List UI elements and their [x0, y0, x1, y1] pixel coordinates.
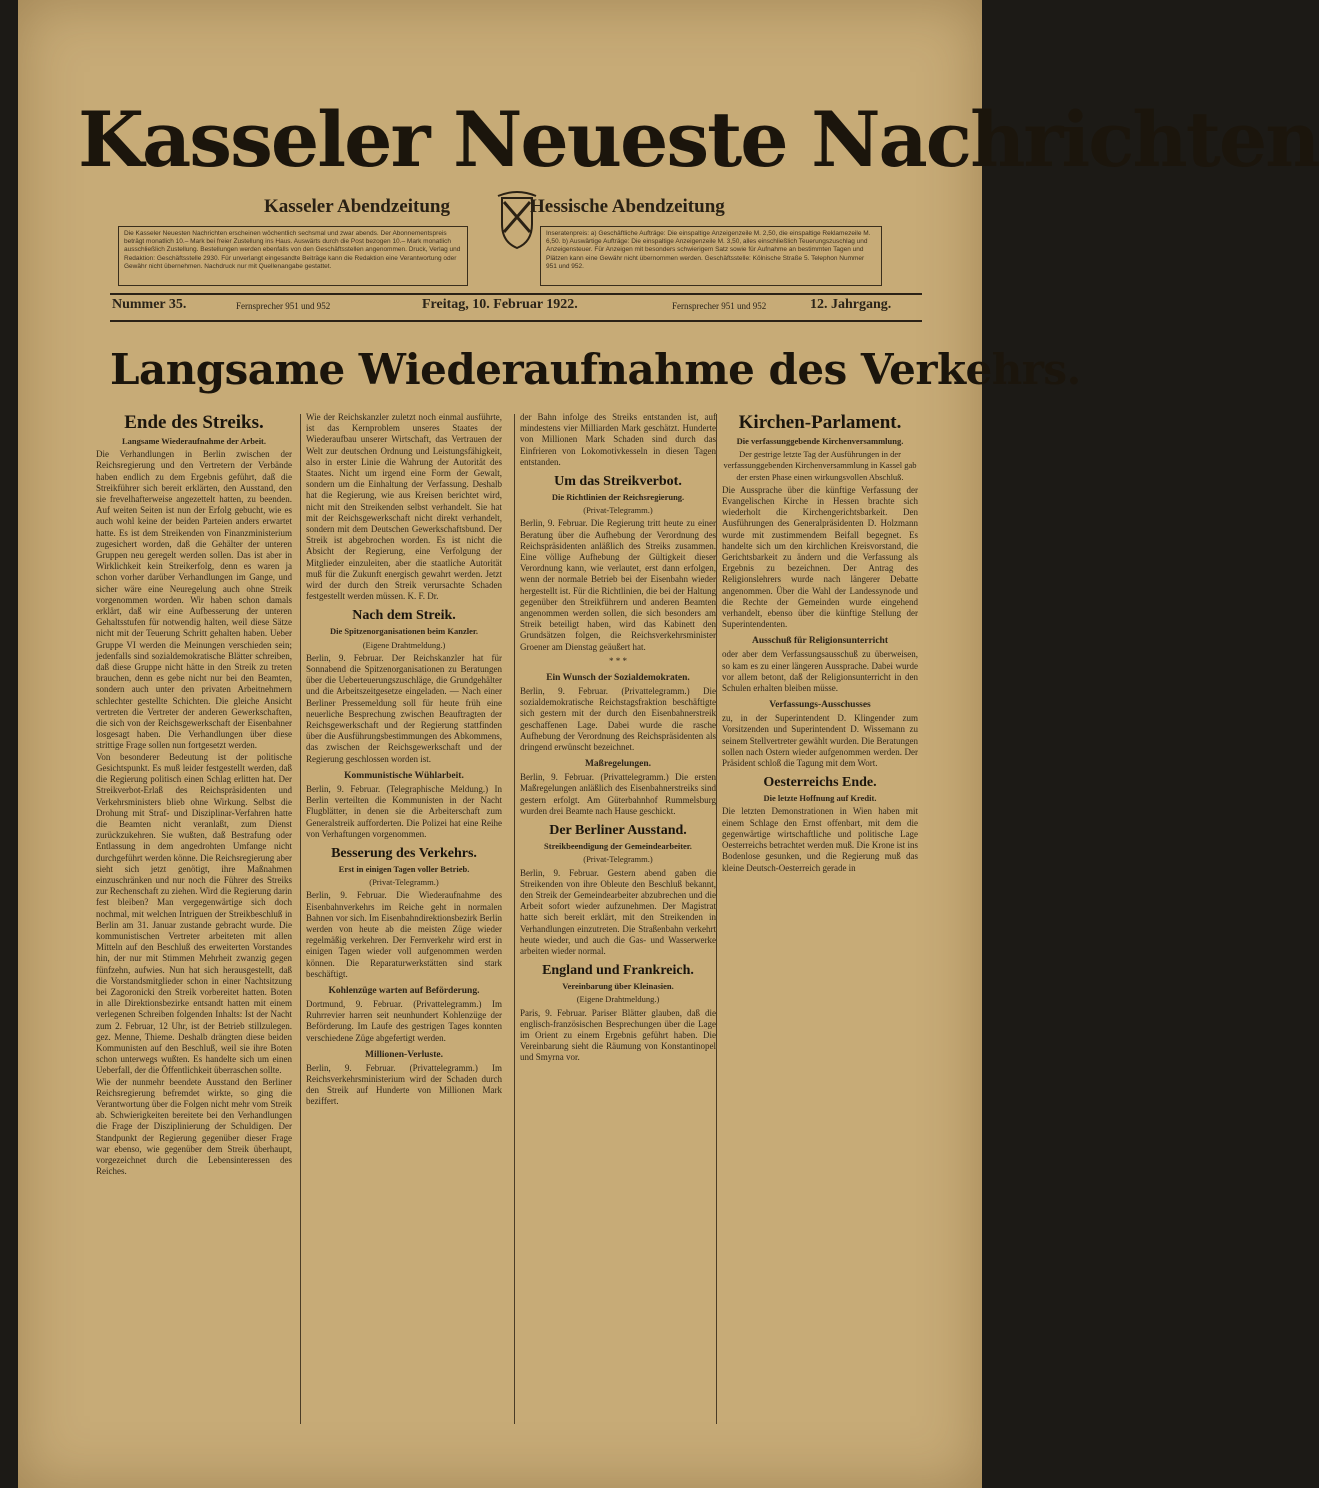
article-kicker: Langsame Wiederaufnahme der Arbeit. — [121, 436, 267, 446]
divider — [110, 293, 922, 295]
article-paragraph: Die letzten Demonstrationen in Wien haben mit einem Schlage den Ernst offenbart, mit dem die gegenwärtige wirtschaftliche und politische Lage Oesterreichs betrachtet werden muß. Die Krone ist ins Bodenlose gesunken, und die Regierung muß das kleine Deutsch-Oesterreich gerade in — [722, 806, 918, 873]
article-heading: Um das Streikverbot. — [554, 474, 682, 490]
article-kicker: Streikbeendigung der Gemeindearbeiter. — [544, 841, 692, 852]
article-kicker: Die letzte Hoffnung auf Kredit. — [763, 793, 877, 804]
masthead-subtitle-right: Hessische Abendzeitung — [530, 196, 725, 217]
article-kicker: Die verfassunggebende Kirchenversammlung. — [736, 436, 904, 446]
article-kicker: Die Spitzenorganisationen beim Kanzler. — [330, 626, 478, 637]
article-heading: Nach dem Streik. — [352, 608, 456, 624]
advertising-info-box: Inseratenpreis: a) Geschäftliche Aufträge: Die einspaltige Anzeigenzeile M. 2,50, die einspaltige Reklamezeile M. 6,50. b) Auswärtige Aufträge: Die einspaltige Anzeigenzeile M. 3,50, alles einschließlich Teuerungszuschlag und Anzeigensteuer. Für Anzeigen mit besonders schwierigem Satz sowie für Aufnahme an bestimmten Tagen und Plätzen kann eine Gewähr nicht übernommen werden. Geschäftsstelle: Kölnische Straße 5. Telephon Nummer 951 und 952. — [540, 226, 882, 286]
article-paragraph: Wie der nunmehr beendete Ausstand den Berliner Reichsregierung befremdet wirkte, so ging die Verantwortung über die Folgen nicht mehr vom Streik ab. Schwierigkeiten bereitete bei den Verhandlungen die Frage der Disziplinierung der Schuldigen. Der Standpunkt der Regierung gegenüber dieser Frage war ebenso, wie gegenüber dem Streik überhaupt, vorgezeichnet durch die Lebensinteressen des Reiches. — [96, 1076, 292, 1177]
article-subheading: Ein Wunsch der Sozialdemokraten. — [546, 673, 690, 684]
article-paragraph: Von besonderer Bedeutung ist der politische Gesichtspunkt. Es muß leider festgestellt werden, daß die Regierung politisch einen Schlag erlitten hat. Der Streikverbot-Erlaß des Reichspräsidenten und Verkehrsministers blieb ohne Wirkung. Selbst die Drohung mit Straf- und Disziplinar-Verfahren hatte die Beamten nicht veranlaßt, zum Dienst zurückzukehren. Sie wußten, daß Bestrafung oder Entlassung in dem angedrohten Umfange nicht durchgeführt werden könne. Die Reichsregierung aber sieht sich jetzt genötigt, ihre Maßnahmen einzuschränken und nur noch die Führer des Streiks zur Rechenschaft zu ziehen. Wird die Regierung darin fest bleiben? Man vergegenwärtige sich doch nochmal, mit welchen Intriguen der Streikbeschluß in Berlin am 31. Januar zustande gebracht wurde. Die kommunistischen Vertreter arbeiteten mit allen Mitteln auf den Beschluß des erweiterten Vorstandes hin, der nur mit Stimmen Mehrheit zwanzig gegen fünfzehn, aufwies. Nun hat sich herausgestellt, daß die Vorstandsmitglieder schon in einer Nachtsitzung bei Zagoronicki den Streik vorbereitet hatten. Boten in alle Direktionsbezirke entsandt hatten mit einem verlegenen Schreiben folgenden Inhalts: Ist der Nacht zum 2. Februar, 12 Uhr, ist der Betrieb stillzulegen. gez. Menne, Thieme. Deshalb drängten diese beiden Kommunisten auf den Beschluß, weil sie ihre Boten schon unterwegs wußten. Es handelte sich um einen Ueberfall, der die Öffentlichkeit überraschen sollte. — [96, 751, 292, 1076]
article-paragraph: Berlin, 9. Februar. Die Regierung tritt heute zu einer Beratung über die Aufhebung der Verordnung des Reichspräsidenten anläßlich des Streiks zusammen. Eine völlige Aufhebung der Gültigkeit dieser Verordnung kann, wie verlautet, erst dann erfolgen, wenn der normale Betrieb bei der Eisenbahn wieder hergestellt ist. Für die Richtlinien, die bei der Haltung gegenüber den Streikführern und anderen Beamten angenommen werden sollen, die sich besonders am Streik beteiligt haben, wird das Kabinett den Grundsätzen folgen, die Reichsverkehrsminister Groener am Dienstag geäußert hat. — [520, 518, 716, 652]
article-source: (Privat-Telegramm.) — [583, 505, 653, 516]
article-source: (Eigene Drahtmeldung.) — [362, 639, 446, 650]
article-paragraph: Berlin, 9. Februar. (Privattelegramm.) Die ersten Maßregelungen anläßlich des Eisenbahnerstreiks sind gestern erfolgt. Am Güterbahnhof Rummelsburg wurden drei Beamte nach Hause geschickt. — [520, 772, 716, 816]
subscription-info-box: Die Kasseler Neuesten Nachrichten erscheinen wöchentlich sechsmal und zwar abends. Der Abonnementspreis beträgt monatlich 10.– Mark bei freier Zustellung ins Haus. Auswärts durch die Post bezogen 10.– Mark monatlich ausschließlich Zustellung. Bestellungen werden ebenfalls von den Geschäftsstellen angenommen. Druck, Verlag und Redaktion: Geschäftsstelle 2930. Für unverlangt eingesandte Beiträge kann die Redaktion eine Verantwortung oder Gewähr nicht übernehmen. Nachdruck nur mit Quellenangabe gestattet. — [118, 226, 468, 286]
column-2 — [306, 412, 502, 1432]
article-paragraph: Die Aussprache über die künftige Verfassung der Evangelischen Kirche in Hessen brachte sich wiederholt die Kirchengerichtsbarkeit. Den Ausführungen des Generalpräsidenten D. Holzmann wurde mit zustimmendem Beifall begegnet. Es handelte sich um den kirchlichen Kreisvorstand, die Gerichtsbarkeit zu ändern und die Verfassung als Ergebnis zu bezeichnen. Der Antrag des Religionslehrers wurde nach längerer Debatte angenommen. Über die Wahl der Landessynode und die Rechte der Gemeinden wurde eingehend verhandelt, ebenso über die künftige Stellung der Superintendenten. — [722, 484, 918, 630]
issue-date: Freitag, 10. Februar 1922. — [422, 297, 578, 312]
phone-right: Fernsprecher 951 und 952 — [672, 301, 767, 311]
article-subheading: Millionen-Verluste. — [364, 1049, 444, 1060]
article-heading: Besserung des Verkehrs. — [331, 845, 477, 861]
newspaper-page — [18, 0, 1319, 1488]
article-paragraph: Berlin, 9. Februar. Der Reichskanzler hat für Sonnabend die Spitzenorganisationen zu Beratungen über die Ueberteuerungszuschläge, die Grundgehälter und die Arbeitszeitgesetze eingeladen. — Nach einer Berliner Pressemeldung soll für heute früh eine neuerliche Besprechung zwischen Beauftragten der Reichsgewerkschaft und der Regierung stattfinden über die Ausführungsbestimmungen des Abkommens, das zwischen der Reichsgewerkschaft und der Regierung geschlossen worden ist. — [306, 652, 502, 764]
column-4 — [722, 412, 918, 1432]
article-paragraph: Berlin, 9. Februar. (Telegraphische Meldung.) In Berlin verteilten die Kommunisten in der Nacht Flugblätter, in denen sie die Arbeiterschaft zum Generalstreik aufforderten. Die Polizei hat eine Reihe von Verhaftungen vorgenommen. — [306, 783, 502, 839]
main-headline: Langsame Wiederaufnahme des Verkehrs. — [110, 345, 1081, 394]
column-3 — [520, 412, 716, 1432]
article-subheading: Ausschuß für Religionsunterricht — [751, 636, 888, 647]
article-heading: Kirchen-Parlament. — [738, 412, 902, 433]
article-paragraph: Berlin, 9. Februar. (Privattelegramm.) Im Reichsverkehrsministerium wird der Schaden durch den Streik auf Hunderte von Millionen Mark beziffert. — [306, 1062, 502, 1107]
column-rule — [300, 414, 301, 1424]
article-heading: Ende des Streiks. — [124, 412, 264, 433]
article-heading: England und Frankreich. — [542, 963, 694, 979]
article-source: (Privat-Telegramm.) — [583, 854, 653, 865]
article-kicker: Erst in einigen Tagen voller Betrieb. — [338, 863, 470, 874]
article-source: (Privat-Telegramm.) — [369, 877, 439, 888]
column-rule — [514, 414, 515, 1424]
article-paragraph: Berlin, 9. Februar. (Privattelegramm.) Die sozialdemokratische Reichstagsfraktion beschäftigte sich gestern mit der durch den Eisenbahnerstreik geschaffenen Lage. Dabei wurde die rasche Aufhebung der Verordnung des Reichspräsidenten als dringend erwünscht bezeichnet. — [520, 686, 716, 753]
article-paragraph: Berlin, 9. Februar. Die Wiederaufnahme des Eisenbahnverkehrs im Reiche geht in normalen Bahnen vor sich. Im Eisenbahndirektionsbezirk Berlin werden von heute ab die meisten Züge wieder regelmäßig verkehren. Der Fernverkehr wird erst in einigen Tagen wieder voll aufgenommen werden können. Die Reparaturwerkstätten sind stark beschäftigt. — [306, 890, 502, 979]
article-paragraph: Berlin, 9. Februar. Gestern abend gaben die Streikenden von ihre Obleute den Beschluß bekannt, den Streik der Gemeindearbeiter abzubrechen und die Arbeit sofort wieder aufzunehmen. Der Magistrat hatte sich bereit erklärt, mit den Streikenden in Verhandlungen einzutreten. Die Straßenbahn verkehrt heute wieder, und auch die Gas- und Wasserwerke arbeiten wieder normal. — [520, 867, 716, 956]
article-source: (Eigene Drahtmeldung.) — [576, 994, 660, 1005]
article-subheading: Kohlenzüge warten auf Beförderung. — [328, 985, 480, 996]
divider — [110, 320, 922, 322]
article-paragraph: zu, in der Superintendent D. Klingender zum Vorsitzenden und Superintendent D. Wissemann zu seinem Stellvertreter gewählt wurden. Die Beratungen sollen nach Ostern wieder aufgenommen werden. Der Präsident schloß die Tagung mit dem Wort. — [722, 713, 918, 769]
section-separator: * * * — [609, 655, 627, 666]
article-paragraph: Wie der Reichskanzler zuletzt noch einmal ausführte, ist das Kernproblem unseres Staates der Wiederaufbau unserer Wirtschaft, das Vertrauen der Welt zur deutschen Ordnung und Leistungsfähigkeit, also in erster Linie die Wahrung der Autorität des Staates. Nicht um irgend eine Form der Gewalt, sondern um die Einhaltung der Verfassung. Deshalb hat die Regierung, wie aus Kreisen berichtet wird, nicht mit den Streikenden selbst verhandelt. Sie hat mit der Reichsgewerkschaft nicht direkt verhandelt, sondern mit dem Deutschen Gewerkschaftsbund. Der Streik ist abgebrochen worden. Es ist nicht die Absicht der Regierung, eine Verfolgung der Mitglieder einzuleiten, aber die staatliche Autorität muß für die Zukunft energisch gewahrt werden. Jetzt wird der durch den Streik verursachte Schaden festgestellt werden müssen. K. F. Dr. — [306, 412, 502, 602]
article-subheading: Kommunistische Wühlarbeit. — [344, 770, 464, 781]
article-source: Der gestrige letzte Tag der Ausführungen in der verfassunggebenden Kirchenversammlung in Kassel gab der ersten Phase einen wirkungsvollen Abschluß. — [723, 449, 917, 482]
article-paragraph: Paris, 9. Februar. Pariser Blätter glauben, daß die englisch-französischen Besprechungen über die Lage im Orient zu einem Ergebnis geführt haben. Die Vereinbarung sieht die Räumung von Konstantinopel und Smyrna vor. — [520, 1007, 716, 1063]
issue-number: Nummer 35. — [112, 297, 187, 312]
article-subheading: Maßregelungen. — [584, 759, 652, 770]
article-heading: Oesterreichs Ende. — [763, 775, 877, 791]
issue-year: 12. Jahrgang. — [810, 297, 892, 312]
article-paragraph: Die Verhandlungen in Berlin zwischen der Reichsregierung und den Vertretern der Verbände haben endlich zu dem Ergebnis geführt, daß die Streikführer sich bereit erklärten, den Ausstand, den sie frevelhafterweise angezettelt hatten, zu beenden. Auf weiten Seiten ist nun der Erfolg gebucht, wie es auch wohl keine der beiden Parteien anders erwartet hatte. Es ist dem Streikenden von Finanzministerium zugesichert worden, daß die Gehälter der unteren Gruppen neu geregelt werden sollen. Das ist aber in Wirklichkeit kein Streikerfolg, denn es waren ja schon vorher darüber Verhandlungen im Gange, und sicher wäre eine Neuregelung auch ohne Streik vorgenommen worden. Wir haben schon damals erklärt, daß wir eine Aufbesserung der unteren Gehaltsstufen für notwendig halten, weil diese Sätze nicht mit der Teuerung Schritt gehalten haben. Ueber Gruppe VI werden die Meinungen verschieden sein; jedenfalls sind sozialdemokratische Blätter schreiben, daß diese Gruppe nicht hätte in den Streik zu treten brauchen, denn es gebe nicht nur bei den Beamten, sondern auch unter den privaten Arbeitnehmern schlechter gestellte Schichten. Die gleiche Ansicht vertreten die Vertreter der anderen Gewerkschaften, die sich von der Reichsgewerkschaft der Eisenbahner losgesagt haben. Die Verhandlungen über diese strittige Frage sollen nun fortgesetzt werden. — [96, 449, 292, 751]
article-paragraph: der Bahn infolge des Streiks entstanden ist, auf mindestens vier Milliarden Mark geschätzt. Hunderte von Millionen Mark Schaden sind durch das Einfrieren von Lokomotivkesseln in diesen Tagen entstanden. — [520, 412, 716, 467]
article-heading: Der Berliner Ausstand. — [549, 823, 687, 839]
article-subheading: Verfassungs-Ausschusses — [769, 700, 871, 711]
phone-left: Fernsprecher 951 und 952 — [236, 301, 331, 311]
issue-bar — [110, 297, 922, 319]
article-paragraph: Dortmund, 9. Februar. (Privattelegramm.) Im Ruhrrevier harren seit neunhundert Kohlenzüge der Beförderung. Im Laufe des gestrigen Tages konnten verschiedene Züge abgefertigt werden. — [306, 998, 502, 1043]
masthead-title: Kasseler Neueste Nachrichten — [78, 95, 1319, 184]
column-1 — [96, 412, 292, 1432]
article-kicker: Die Richtlinien der Reichsregierung. — [551, 492, 685, 503]
article-kicker: Vereinbarung über Kleinasien. — [562, 981, 674, 992]
masthead-subtitle-left: Kasseler Abendzeitung — [264, 196, 450, 217]
column-rule — [716, 414, 717, 1424]
article-paragraph: oder aber dem Verfassungsausschuß zu überweisen, so kam es zu einer längeren Aussprache. Dabei wurde vor allem betont, daß der Religionsunterricht in den Schulen erhalten bleiben müsse. — [722, 649, 918, 694]
